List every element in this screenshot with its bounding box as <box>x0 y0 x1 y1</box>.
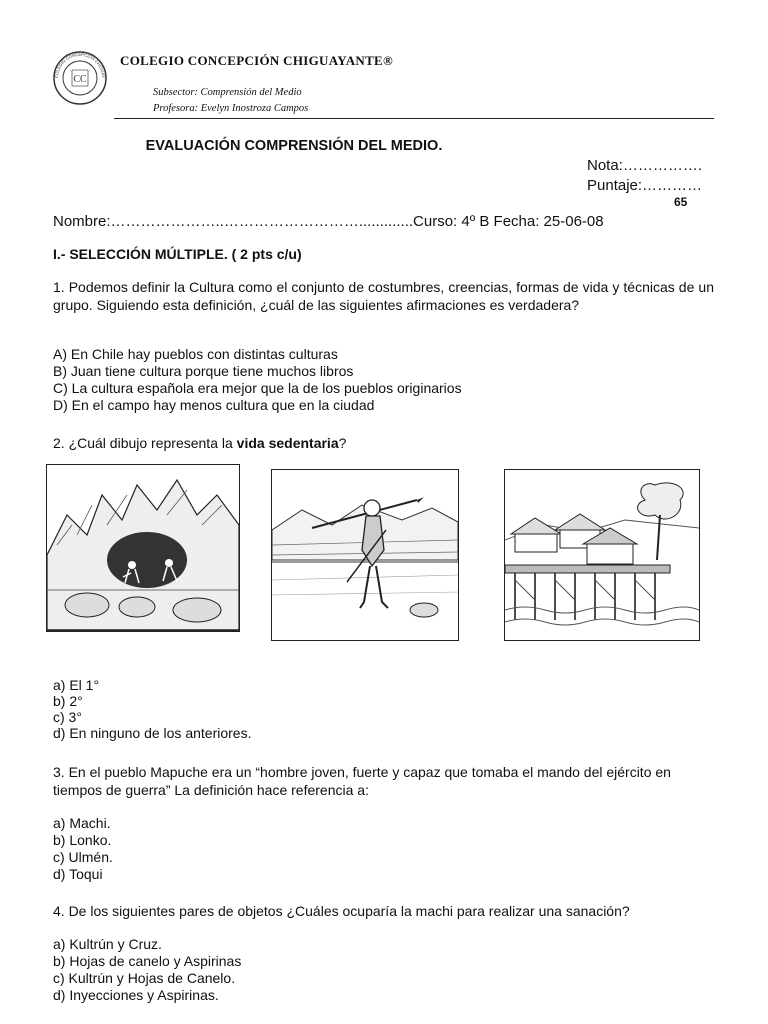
student-line: Nombre:…………………..……………………….............Curso: 4º B Fecha: 25-06-08 <box>53 213 604 230</box>
puntaje-field: Puntaje:………… <box>587 177 703 194</box>
option-a: a) El 1° <box>53 677 100 693</box>
question-4-options <box>53 936 241 1004</box>
drawing-2-hunter <box>271 469 459 641</box>
question-1: 1. Podemos definir la Cultura como el conjunto de costumbres, creencias, formas de vida y técnicas de un grupo. Siguiendo esta definición, ¿cuál de las siguientes afirmaciones es verdadera? <box>53 279 714 313</box>
option-d: d) En ninguno de los anteriores. <box>53 725 252 741</box>
question-2: 2. ¿Cuál dibujo representa la vida sedentaria? <box>53 435 347 451</box>
option-b: b) 2° <box>53 693 83 709</box>
option-b: b) Lonko. <box>53 832 112 848</box>
header-divider <box>114 118 714 119</box>
subsector: Subsector: Comprensión del Medio <box>153 87 302 98</box>
option-a: A) En Chile hay pueblos con distintas culturas <box>53 346 338 362</box>
section-title: I.- SELECCIÓN MÚLTIPLE. ( 2 pts c/u) <box>53 246 302 262</box>
option-b: B) Juan tiene cultura porque tiene muchos libros <box>53 363 354 379</box>
question-4: 4. De los siguientes pares de objetos ¿Cuáles ocuparía la machi para realizar una sanación? <box>53 903 630 919</box>
option-c: c) 3° <box>53 709 82 725</box>
question-2-options <box>53 677 251 741</box>
total-points: 65 <box>674 195 688 209</box>
drawing-1-cave <box>46 464 240 632</box>
logo-text: COLEGIO CONCEPCIÓN CHIGUAY <box>53 51 107 79</box>
option-a: a) Machi. <box>53 815 111 831</box>
nota-field: Nota:……………. <box>587 157 703 174</box>
option-a: a) Kultrún y Cruz. <box>53 936 162 952</box>
svg-text:CC: CC <box>73 74 87 85</box>
option-d: d) Inyecciones y Aspirinas. <box>53 987 219 1003</box>
option-b: b) Hojas de canelo y Aspirinas <box>53 953 242 969</box>
option-d: D) En el campo hay menos cultura que en la ciudad <box>53 397 375 413</box>
question-3: 3. En el pueblo Mapuche era un “hombre joven, fuerte y capaz que tomaba el mando del ejército en tiempos de guerra” La definición hace referencia a: <box>53 764 671 798</box>
option-c: C) La cultura española era mejor que la de los pueblos originarios <box>53 380 462 396</box>
drawing-3-stilt-houses <box>504 469 700 641</box>
teacher: Profesora: Evelyn Inostroza Campos <box>153 103 309 114</box>
option-c: c) Ulmén. <box>53 849 113 865</box>
option-c: c) Kultrún y Hojas de Canelo. <box>53 970 236 986</box>
question-1-options <box>53 346 462 414</box>
question-3-options <box>53 815 113 883</box>
school-name: COLEGIO CONCEPCIÓN CHIGUAYANTE® <box>120 53 394 68</box>
school-logo <box>52 50 108 106</box>
option-d: d) Toqui <box>53 866 103 882</box>
page-title: EVALUACIÓN COMPRENSIÓN DEL MEDIO. <box>145 138 443 154</box>
